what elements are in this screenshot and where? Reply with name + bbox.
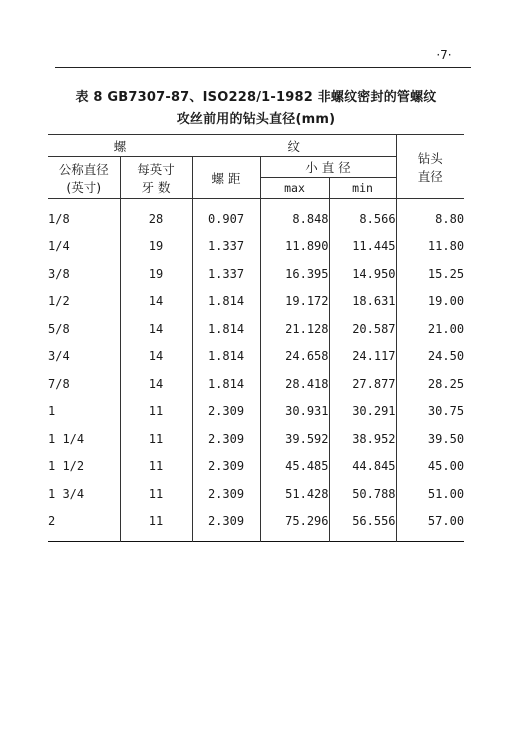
cell-drill-diameter: 24.50 [396,343,464,371]
cell-pitch: 0.907 [192,199,260,233]
nominal-size-header [48,157,120,199]
table-title-line1: 表 8 GB7307-87、ISO228/1-1982 非螺纹密封的管螺纹 [75,90,437,105]
minor-diameter-header: 小 直 径 [260,157,396,178]
cell-drill-diameter: 11.80 [396,233,464,261]
cell-minor-diameter-max: 16.395 [260,260,329,288]
cell-pitch: 2.309 [192,398,260,426]
cell-pitch: 2.309 [192,453,260,481]
cell-threads-per-inch: 19 [120,260,192,288]
thread-group-header-b: 纹 [192,135,396,157]
cell-minor-diameter-max: 24.658 [260,343,329,371]
cell-pitch: 2.309 [192,508,260,542]
cell-minor-diameter-min: 44.845 [329,453,396,481]
table-row [48,425,464,453]
cell-nominal-size: 1 1/2 [48,453,120,481]
cell-minor-diameter-max: 19.172 [260,288,329,316]
table-row [48,315,464,343]
drill-header-line2: 直径 [417,168,443,184]
cell-drill-diameter: 57.00 [396,508,464,542]
table-header [48,135,464,199]
cell-threads-per-inch: 11 [120,398,192,426]
thread-group-header-a: 螺 [48,135,192,157]
cell-nominal-size: 2 [48,508,120,542]
cell-threads-per-inch: 11 [120,508,192,542]
cell-pitch: 1.814 [192,315,260,343]
table-title-line2: 攻丝前用的钻头直径(mm) [176,112,336,127]
cell-drill-diameter: 19.00 [396,288,464,316]
table-row [48,199,464,233]
drill-diameter-header [396,135,464,199]
cell-drill-diameter: 21.00 [396,315,464,343]
cell-minor-diameter-max: 21.128 [260,315,329,343]
cell-threads-per-inch: 11 [120,425,192,453]
cell-threads-per-inch: 14 [120,370,192,398]
cell-drill-diameter: 28.25 [396,370,464,398]
drill-header-line1: 钻头 [417,150,443,166]
tpi-header [120,157,192,199]
cell-pitch: 2.309 [192,480,260,508]
cell-threads-per-inch: 14 [120,288,192,316]
table-row [48,288,464,316]
cell-minor-diameter-max: 45.485 [260,453,329,481]
table-row [48,260,464,288]
cell-pitch: 1.814 [192,343,260,371]
table-row [48,508,464,542]
nominal-size-header-line2: (英寸) [66,179,102,195]
cell-nominal-size: 3/4 [48,343,120,371]
cell-threads-per-inch: 11 [120,453,192,481]
cell-drill-diameter: 15.25 [396,260,464,288]
cell-threads-per-inch: 19 [120,233,192,261]
table-row [48,233,464,261]
cell-minor-diameter-max: 30.931 [260,398,329,426]
table-row [48,370,464,398]
cell-nominal-size: 1 [48,398,120,426]
cell-nominal-size: 1/8 [48,199,120,233]
nominal-size-header-line1: 公称直径 [58,161,109,177]
pitch-header: 螺 距 [192,157,260,199]
page-number: ·7· [436,48,452,62]
cell-minor-diameter-min: 38.952 [329,425,396,453]
max-header: max [260,178,329,199]
cell-minor-diameter-max: 28.418 [260,370,329,398]
tpi-header-line2: 牙 数 [141,179,171,195]
cell-nominal-size: 3/8 [48,260,120,288]
table-row [48,453,464,481]
cell-minor-diameter-min: 8.566 [329,199,396,233]
cell-minor-diameter-min: 56.556 [329,508,396,542]
cell-minor-diameter-min: 50.788 [329,480,396,508]
cell-minor-diameter-min: 24.117 [329,343,396,371]
cell-threads-per-inch: 28 [120,199,192,233]
cell-nominal-size: 1 1/4 [48,425,120,453]
table-row [48,398,464,426]
cell-nominal-size: 1 3/4 [48,480,120,508]
cell-drill-diameter: 30.75 [396,398,464,426]
cell-minor-diameter-max: 11.890 [260,233,329,261]
drill-diameter-table [48,134,464,542]
cell-threads-per-inch: 14 [120,343,192,371]
table-row [48,343,464,371]
cell-nominal-size: 1/4 [48,233,120,261]
cell-minor-diameter-max: 75.296 [260,508,329,542]
cell-minor-diameter-max: 8.848 [260,199,329,233]
tpi-header-line1: 每英寸 [137,161,175,177]
cell-minor-diameter-max: 51.428 [260,480,329,508]
cell-minor-diameter-min: 11.445 [329,233,396,261]
table-row [48,480,464,508]
cell-drill-diameter: 51.00 [396,480,464,508]
cell-pitch: 1.337 [192,260,260,288]
table-body [48,199,464,542]
cell-minor-diameter-min: 27.877 [329,370,396,398]
cell-drill-diameter: 45.00 [396,453,464,481]
cell-minor-diameter-min: 14.950 [329,260,396,288]
cell-pitch: 1.337 [192,233,260,261]
cell-drill-diameter: 8.80 [396,199,464,233]
cell-nominal-size: 1/2 [48,288,120,316]
cell-threads-per-inch: 11 [120,480,192,508]
cell-minor-diameter-min: 18.631 [329,288,396,316]
min-header: min [329,178,396,199]
cell-nominal-size: 7/8 [48,370,120,398]
cell-pitch: 1.814 [192,288,260,316]
cell-minor-diameter-max: 39.592 [260,425,329,453]
cell-pitch: 1.814 [192,370,260,398]
header-rule [55,67,471,68]
cell-nominal-size: 5/8 [48,315,120,343]
cell-pitch: 2.309 [192,425,260,453]
cell-drill-diameter: 39.50 [396,425,464,453]
cell-minor-diameter-min: 20.587 [329,315,396,343]
cell-threads-per-inch: 14 [120,315,192,343]
cell-minor-diameter-min: 30.291 [329,398,396,426]
